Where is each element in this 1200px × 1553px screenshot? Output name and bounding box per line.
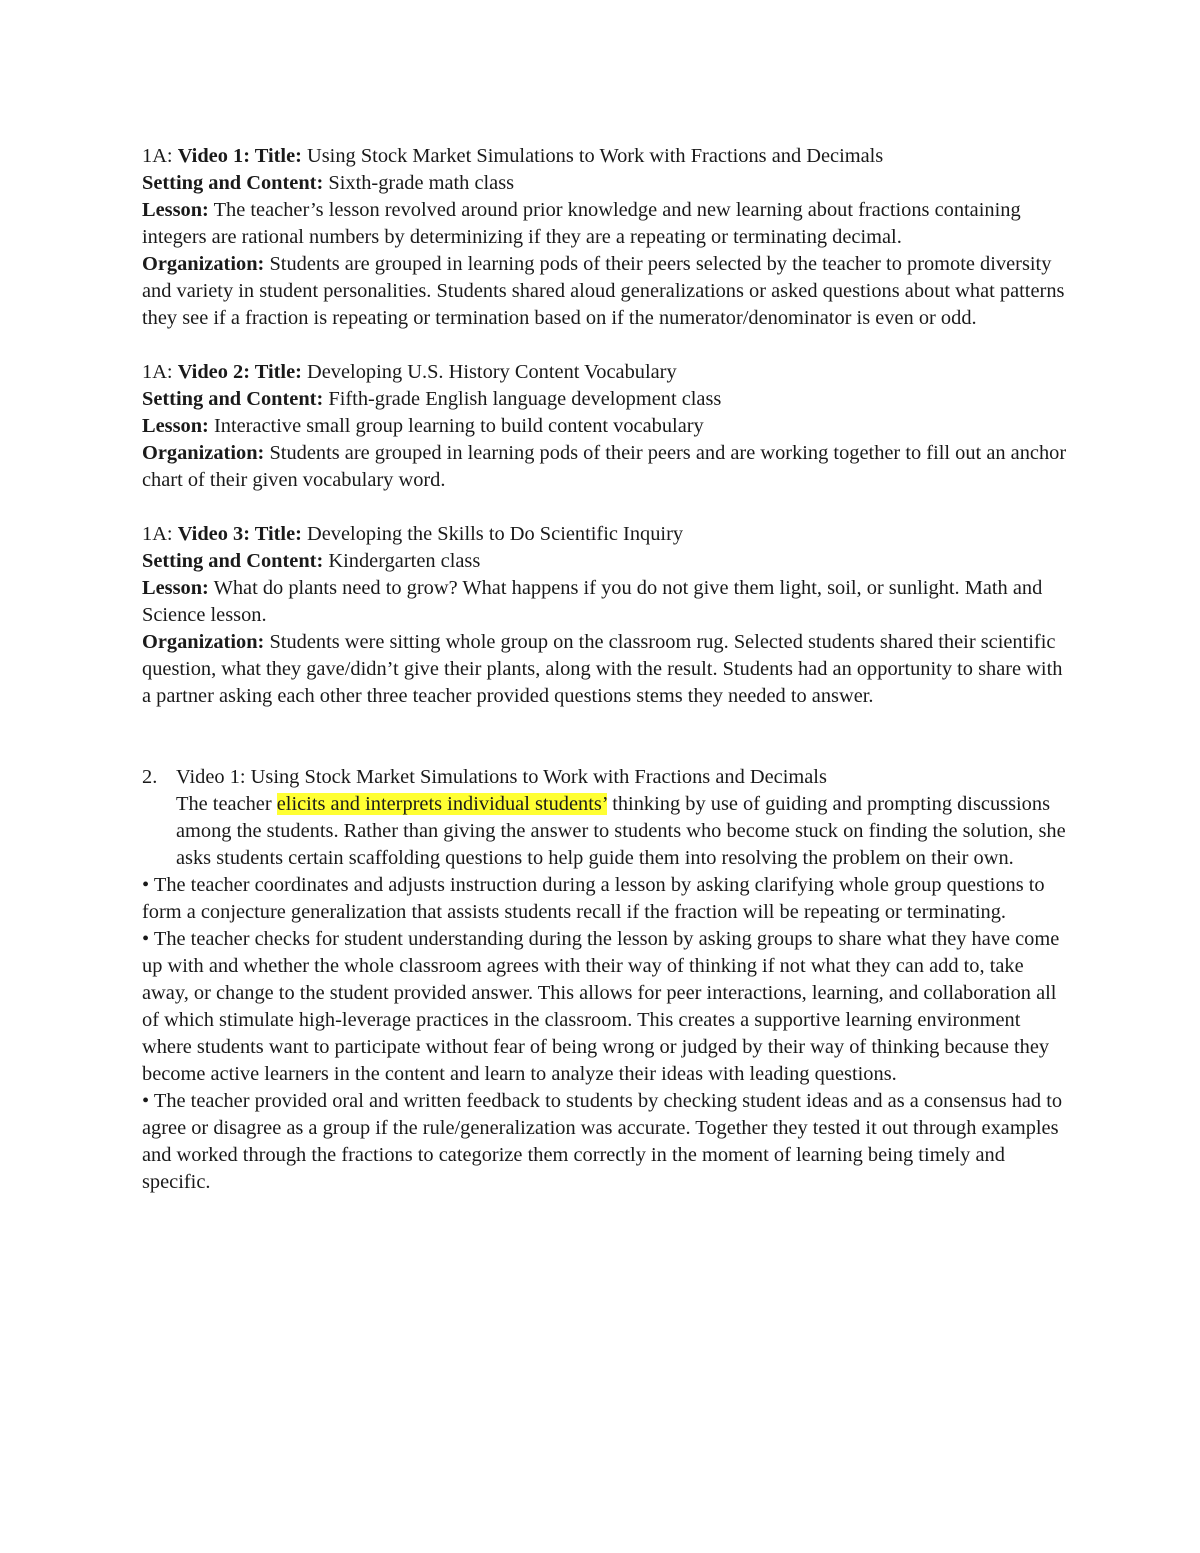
video-label: Video 2: Title: [177, 361, 302, 383]
video-title: Developing U.S. History Content Vocabulary [301, 361, 677, 383]
intro-text-after: thinking by use of guiding and prompting discussions among the students. Rather than giving the answer to students who become stuck on finding the solution, she asks students certain scaffolding questions to help guide them into resolving the problem on their own. [176, 793, 1066, 869]
video-1-title-line [142, 143, 1067, 170]
setting-text: Kindergarten class [323, 550, 481, 572]
organization-label: Organization: [142, 442, 265, 464]
video-3-block [142, 521, 1067, 710]
video-prefix: 1A: [142, 523, 178, 545]
spacer [142, 332, 1067, 359]
bullet-item: • The teacher checks for student understanding during the lesson by asking groups to share what they have come up with and whether the whole classroom agrees with their way of thinking if not what they can add to, take away, or change to the student provided answer. This allows for peer interactions, learning, and collaboration all of which stimulate high-leverage practices in the classroom. This creates a supportive learning environment where students want to participate without fear of being wrong or judged by their way of thinking because they become active learners in the content and learn to analyze their ideas with leading questions. [142, 928, 1060, 1085]
organization-label: Organization: [142, 631, 265, 653]
video-title: Using Stock Market Simulations to Work with Fractions and Decimals [301, 145, 884, 167]
video-3-setting-line [142, 548, 1067, 575]
video-label: Video 3: Title: [177, 523, 302, 545]
setting-label: Setting and Content: [142, 550, 324, 572]
video-prefix: 1A: [142, 361, 178, 383]
highlighted-text: elicits and interprets individual students’ [276, 793, 608, 815]
video-3-lesson-line [142, 575, 1067, 629]
video-3-title-line [142, 521, 1067, 548]
bullet-item: • The teacher provided oral and written feedback to students by checking student ideas and as a consensus had to agree or disagree as a group if the rule/generalization was accurate. Together they tested it out through examples and worked through the fractions to categorize them correctly in the moment of learning being timely and specific. [142, 1090, 1063, 1193]
video-2-title-line [142, 359, 1067, 386]
video-2-lesson-line [142, 413, 1067, 440]
video-2-organization-line [142, 440, 1067, 494]
organization-label: Organization: [142, 253, 265, 275]
video-label: Video 1: Title: [177, 145, 302, 167]
organization-text: Students are grouped in learning pods of their peers and are working together to fill out an anchor chart of their given vocabulary word. [142, 442, 1067, 491]
lesson-label: Lesson: [142, 415, 209, 437]
setting-text: Fifth-grade English language development class [323, 388, 722, 410]
lesson-text: The teacher’s lesson revolved around prior knowledge and new learning about fractions containing integers are rational numbers by determinizing if they are a repeating or terminating decimal. [142, 199, 1021, 248]
spacer [142, 494, 1067, 521]
setting-text: Sixth-grade math class [323, 172, 515, 194]
list-number: 2. [142, 766, 158, 788]
video-2-block [142, 359, 1067, 494]
setting-label: Setting and Content: [142, 388, 324, 410]
video-1-setting-line [142, 170, 1067, 197]
video-1-block [142, 143, 1067, 332]
setting-label: Setting and Content: [142, 172, 324, 194]
lesson-text: What do plants need to grow? What happens if you do not give them light, soil, or sunlight. Math and Science lesson. [142, 577, 1043, 626]
section-2-heading-text: Video 1: Using Stock Market Simulations to Work with Fractions and Decimals [176, 766, 827, 788]
lesson-label: Lesson: [142, 577, 209, 599]
video-prefix: 1A: [142, 145, 178, 167]
document-page [142, 143, 1067, 1196]
section-2-block [142, 764, 1067, 1196]
organization-text: Students were sitting whole group on the classroom rug. Selected students shared their scientific question, what they gave/didn’t give their plants, along with the result. Students had an opportunity to share with a partner asking each other three teacher provided questions stems they needed to answer. [142, 631, 1063, 707]
video-3-organization-line [142, 629, 1067, 710]
section-2-heading [142, 764, 1067, 791]
bullet-item: • The teacher coordinates and adjusts instruction during a lesson by asking clarifying whole group questions to form a conjecture generalization that assists students recall if the fraction will be repeating or terminating. [142, 874, 1045, 923]
video-2-setting-line [142, 386, 1067, 413]
video-1-organization-line [142, 251, 1067, 332]
video-1-lesson-line [142, 197, 1067, 251]
lesson-label: Lesson: [142, 199, 209, 221]
video-title: Developing the Skills to Do Scientific Inquiry [301, 523, 684, 545]
section-2-intro [142, 791, 1067, 872]
organization-text: Students are grouped in learning pods of their peers selected by the teacher to promote diversity and variety in student personalities. Students shared aloud generalizations or asked questions about what patterns they see if a fraction is repeating or termination based on if the numerator/denominator is even or odd. [142, 253, 1065, 329]
intro-text-before: The teacher [176, 793, 277, 815]
spacer [142, 710, 1067, 764]
lesson-text: Interactive small group learning to build content vocabulary [208, 415, 704, 437]
